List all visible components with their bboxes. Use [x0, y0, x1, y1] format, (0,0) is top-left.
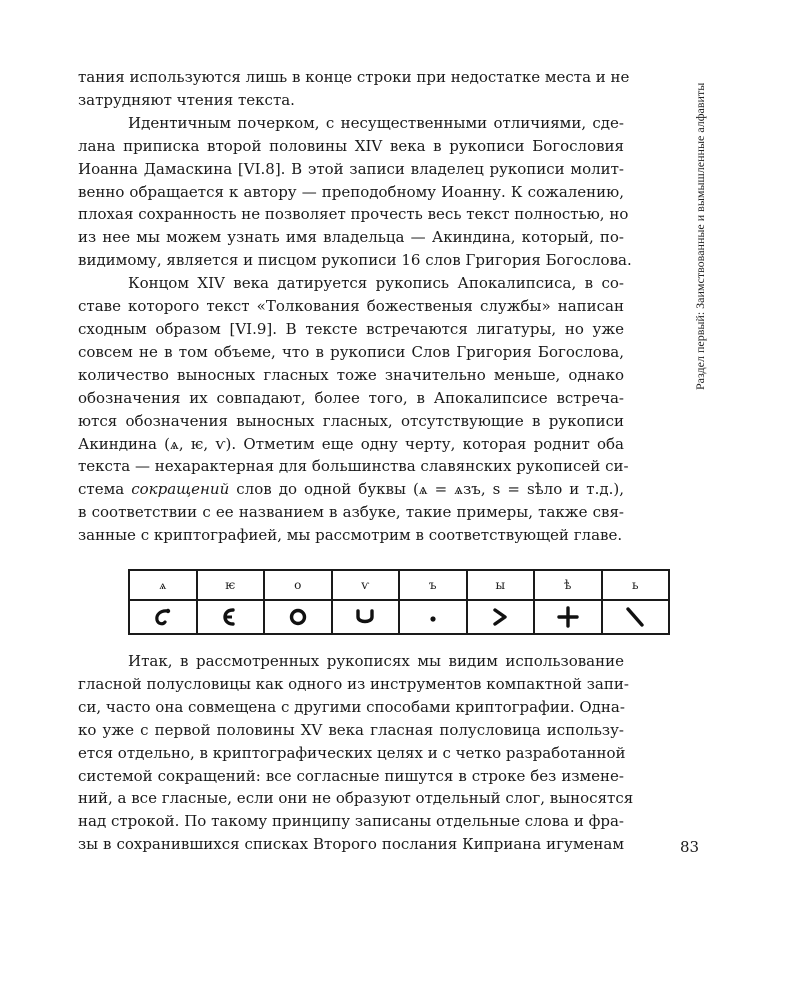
abbreviation-line: [78, 478, 624, 501]
text-line: обозначения их совпадают, более того, в Апокалипсисе встреча-: [78, 388, 624, 407]
text-line: ставе которого текст «Толкования божественыя службы» написан: [78, 297, 624, 316]
glyph-table: [128, 569, 670, 635]
main-text-top: [78, 66, 632, 547]
symbol-cell: [467, 600, 535, 634]
paragraph-first-line: Идентичным почерком, с несущественными отличиями, сде-: [128, 113, 624, 132]
text-line: над строкой. По такому принципу записаны отдельные слова и фра-: [78, 812, 624, 831]
text-line: ний, а все гласные, если они не образуют отдельный слог, выносятся: [78, 789, 634, 808]
paragraph-first-line: Концом XIV века датируется рукопись Апокалипсиса, в со-: [128, 274, 624, 293]
e-symbol-icon: [218, 605, 242, 629]
chevron-symbol-icon: [488, 605, 512, 629]
hook-symbol-icon: [151, 605, 175, 629]
symbol-cell: [399, 600, 467, 634]
dot-symbol-icon: [421, 605, 445, 629]
symbol-cell: [264, 600, 332, 634]
paragraph-first-line: Итак, в рассмотренных рукописях мы видим использование: [128, 652, 624, 670]
symbol-cell: [602, 600, 670, 634]
text-line: ко уже с первой половины XV века гласная полусловица использу-: [78, 720, 624, 739]
text-line: видимому, является и писцом рукописи 16 слов Григория Богослова.: [78, 251, 632, 270]
text-line: системой сокращений: все согласные пишутся в строке без измене-: [78, 766, 624, 785]
symbol-cell: [129, 600, 197, 634]
text-line: ется отдельно, в криптографических целях и с четко разработанной: [78, 743, 626, 762]
text-line: затрудняют чтения текста.: [78, 90, 295, 109]
symbol-cell: [332, 600, 400, 634]
text-line: плохая сохранность не позволяет прочесть весь текст полностью, но: [78, 205, 629, 224]
glyph-table-symbol-row: [129, 600, 669, 634]
text-line: занные с криптографией, мы рассмотрим в соответствующей главе.: [78, 526, 623, 545]
section-running-head: Раздел первый: Заимствованные и вымышленные алфавиты: [693, 82, 707, 390]
glyph-letter: о: [264, 570, 332, 600]
text-line: ются обозначения выносных гласных, отсутствующие в рукописи: [78, 411, 624, 430]
text-line: сходным образом [VI.9]. В тексте встречаются лигатуры, но уже: [78, 319, 624, 338]
text-line: совсем не в том объеме, что в рукописи Слов Григория Богослова,: [78, 342, 624, 361]
glyph-letter: ы: [467, 570, 535, 600]
text-line: из нее мы можем узнать имя владельца — Акиндина, который, по-: [78, 228, 624, 247]
cup-symbol-icon: [353, 605, 377, 629]
abbrev-italic-term: сокращений: [131, 480, 230, 499]
abbrev-pre: стема: [78, 480, 132, 499]
glyph-letter: ѣ: [534, 570, 602, 600]
text-line: в соответствии с ее названием в азбуке, такие примеры, также свя-: [78, 503, 624, 522]
glyph-letter: ѵ: [332, 570, 400, 600]
plus-symbol-icon: [556, 605, 580, 629]
glyph-letter: ѧ: [129, 570, 197, 600]
text-line: гласной полусловицы как одного из инструментов компактной запи-: [78, 674, 629, 693]
text-line: венно обращается к автору — преподобному Иоанну. К сожалению,: [78, 182, 624, 201]
text-line: текста — нехарактерная для большинства славянских рукописей си-: [78, 457, 629, 476]
text-line: количество выносных гласных тоже значительно меньше, однако: [78, 365, 624, 384]
text-line: Иоанна Дамаскина [VI.8]. В этой записи владелец рукописи молит-: [78, 159, 624, 178]
main-text-bottom: [78, 650, 634, 856]
glyph-letter: ъ: [399, 570, 467, 600]
text-line: Акиндина (ѧ, ѥ, ѵ). Отметим еще одну черту, которая роднит оба: [78, 434, 624, 453]
abbrev-post: слов до одной буквы (ѧ = ѧзъ, ѕ = ѕѣло и т.д.),: [229, 480, 624, 499]
text-line: тания используются лишь в конце строки при недостатке места и не: [78, 68, 630, 86]
text-line: зы в сохранившихся списках Второго послания Киприана игуменам: [78, 835, 624, 854]
glyph-letter: ѥ: [197, 570, 265, 600]
page-number: 83: [680, 838, 700, 856]
slash-symbol-icon: [623, 605, 647, 629]
text-line: лана приписка второй половины XIV века в рукописи Богословия: [78, 136, 624, 155]
glyph-table-header-row: [129, 570, 669, 600]
glyph-letter: ь: [602, 570, 670, 600]
text-line: си, часто она совмещена с другими способами криптографии. Одна-: [78, 697, 625, 716]
symbol-cell: [534, 600, 602, 634]
circle-symbol-icon: [286, 605, 310, 629]
symbol-cell: [197, 600, 265, 634]
